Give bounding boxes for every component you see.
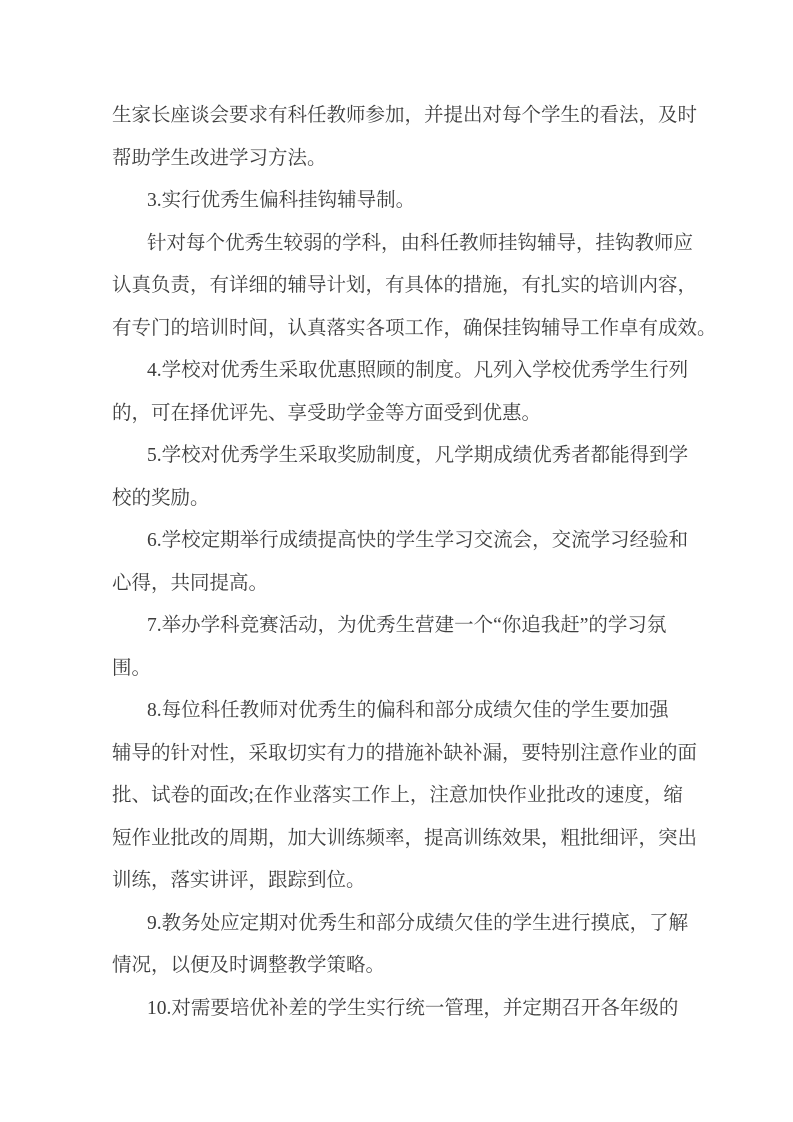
paragraph xyxy=(112,520,732,605)
text-line: 6.学校定期举行成绩提高快的学生学习交流会，交流学习经验和 xyxy=(147,530,689,551)
text-line: 7.举办学科竞赛活动，为优秀生营建一个“你追我赶”的学习氛 xyxy=(147,615,667,636)
text-line: 3.实行优秀生偏科挂钩辅导制。 xyxy=(147,190,416,211)
text-line: 10.对需要培优补差的学生实行统一管理，并定期召开各年级的 xyxy=(147,997,679,1019)
text-line: 5.学校对优秀学生采取奖励制度，凡学期成绩优秀者都能得到学 xyxy=(147,445,689,466)
text-line: 帮助学生改进学习方法。 xyxy=(112,147,327,169)
text-line: 辅导的针对性，采取切实有力的措施补缺补漏，要特别注意作业的面 xyxy=(112,742,698,764)
text-line: 针对每个优秀生较弱的学科，由科任教师挂钩辅导，挂钩教师应 xyxy=(147,232,694,254)
text-line: 8.每位科任教师对优秀生的偏科和部分成绩欠佳的学生要加强 xyxy=(147,700,669,721)
paragraph xyxy=(112,988,732,1031)
document-body-text xyxy=(112,95,732,1030)
paragraph xyxy=(112,605,732,690)
paragraph xyxy=(112,903,732,988)
text-line: 情况，以便及时调整教学策略。 xyxy=(112,955,386,976)
text-line: 训练，落实讲评，跟踪到位。 xyxy=(112,870,366,891)
text-line: 4.学校对优秀生采取优惠照顾的制度。凡列入学校优秀学生行列 xyxy=(147,360,689,381)
paragraph xyxy=(112,690,732,903)
text-line: 认真负责，有详细的辅导计划，有具体的措施，有扎实的培训内容， xyxy=(112,275,698,296)
text-line: 围。 xyxy=(112,657,152,679)
text-line: 9.教务处应定期对优秀生和部分成绩欠佳的学生进行摸底，了解 xyxy=(147,912,689,934)
paragraph xyxy=(112,435,732,520)
text-line: 心得，共同提高。 xyxy=(112,572,269,594)
text-line: 批、试卷的面改;在作业落实工作上，注意加快作业批改的速度，缩 xyxy=(112,785,683,806)
text-line: 的，可在择优评先、享受助学金等方面受到优惠。 xyxy=(112,402,542,424)
text-line: 短作业批改的周期，加大训练频率，提高训练效果，粗批细评，突出 xyxy=(112,827,698,849)
text-line: 生家长座谈会要求有科任教师参加，并提出对每个学生的看法，及时 xyxy=(112,105,698,126)
paragraph xyxy=(112,180,732,223)
paragraph xyxy=(112,95,732,180)
text-line: 校的奖励。 xyxy=(112,487,210,509)
text-line: 有专门的培训时间，认真落实各项工作，确保挂钩辅导工作卓有成效。 xyxy=(112,317,717,339)
paragraph xyxy=(112,223,732,351)
paragraph xyxy=(112,350,732,435)
